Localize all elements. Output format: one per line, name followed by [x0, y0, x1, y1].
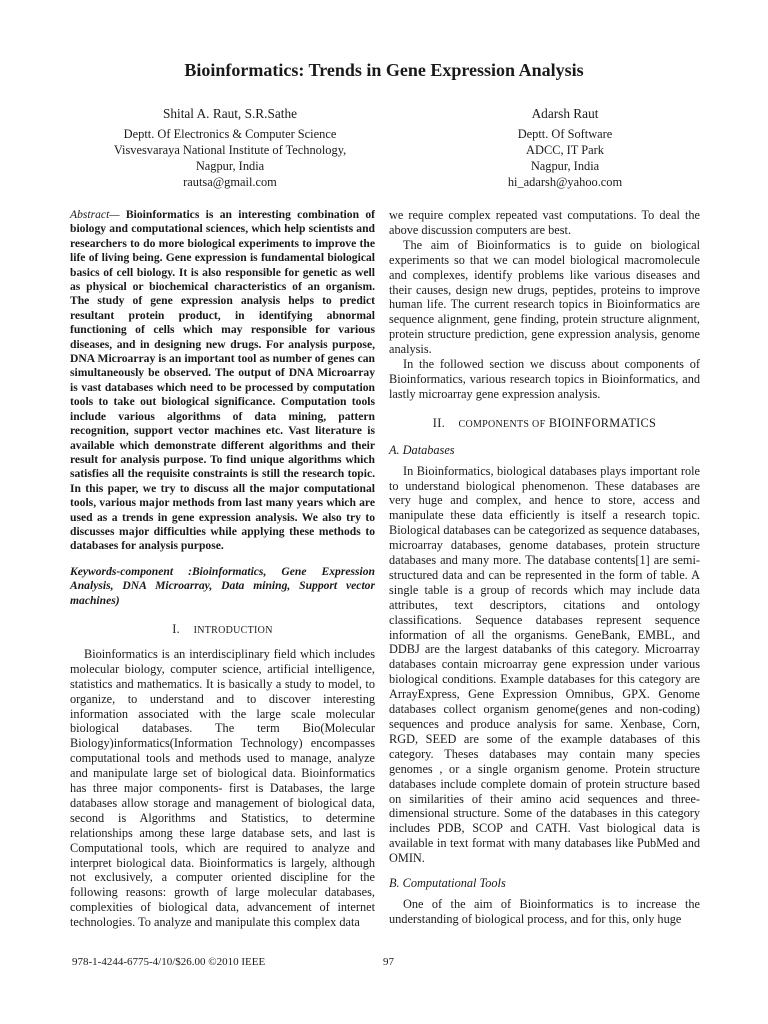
- author-email: rautsa@gmail.com: [183, 175, 277, 189]
- author-block-2: [415, 106, 715, 190]
- subsection-heading-databases: A. Databases: [389, 442, 455, 457]
- section-heading-components: II. COMPONENTS OF BIOINFORMATICS: [432, 415, 657, 430]
- author-city: Nagpur, India: [195, 159, 265, 173]
- intro-continued-paragraph: we require complex repeated vast computations. To deal the above discussion computers are best.: [389, 208, 700, 237]
- author-org: ADCC, IT Park: [526, 143, 604, 157]
- left-column: [70, 208, 375, 930]
- paper-title: Bioinformatics: Trends in Gene Expression Analysis: [184, 60, 584, 80]
- author-dept: Deptt. Of Electronics & Computer Science: [123, 127, 337, 141]
- author-dept: Deptt. Of Software: [517, 127, 613, 141]
- abstract: [70, 208, 375, 554]
- databases-paragraph: In Bioinformatics, biological databases plays important role to understand biological phenomenon. These databases are very huge and complex, and hence to store, access and manipulate these data efficiently is itself a research topic. Biological databases can be categorized as sequence databases, microarray databases, genome databases, protein structure databases and many more. The database contents[1] are semi-structured data and can be represented in the form of table. A single table is a group of records which may include data attributes, text descriptors, citations and ontology classifications. Sequence databases represent sequence information of all the organisms. GeneBank, EMBL, and DDBJ are the largest databanks of this category. Microarray databases contain microarray gene expression under various biological conditions. Example databases for this category are ArrayExpress, Gene Expression Omnibus, GPX. Genome databases collect organism genome(genes and non-coding) sequences and produce analysis for same. Xenbase, Corn, RGD, SEED are some of the example databases of this category. Theses databases may contain many species genomes , or a single organism genome. Protein structure databases include complete domain of protein structure based on similarities of their amino acid sequences and three-dimensional structure. Some of the databases in this category includes PDB, SCOP and CATH. Vast biological data is available in text format with many databases like PubMed and OMIN.: [389, 463, 700, 866]
- intro-paragraph: Bioinformatics is an interdisciplinary field which includes molecular biology, computer science, artificial intelligence, statistics and mathematics. It is basically a study to model, to organize, to understand and to discover interesting information associated with the large scale molecular biological databases. The term Bio(Molecular Biology)informatics(Information Technology) encompasses computational tools and methods used to manage, analyze and manipulate large set of biological data. Bioinformatics has three major components- first is Databases, the large databases allow storage and management of biological data, second is Algorithms and Statistics, to determine relationships among these large database sets, and last is Computational tools, which are required to analyze and interpret biological data. Bioinformatics is largely, although not exclusively, a computer oriented discipline for the following reasons: growth of large molecular databases, complexities of biological data, advancement of internet technologies. To analyze and manipulate this complex data: [70, 646, 375, 930]
- section-heading-introduction: I. INTRODUCTION: [172, 621, 273, 636]
- author-block-1: [60, 106, 400, 190]
- computational-tools-paragraph: One of the aim of Bioinformatics is to increase the understanding of biological process, and for this, only huge: [389, 896, 700, 926]
- abstract-label: Abstract—: [70, 208, 120, 221]
- author-org: Visvesvaraya National Institute of Technology,: [113, 143, 347, 157]
- keywords: Keywords-component :Bioinformatics, Gene Expression Analysis, DNA Microarray, Data mining, Support vector machines): [70, 564, 375, 607]
- author-email: hi_adarsh@yahoo.com: [507, 175, 623, 189]
- author-name: Shital A. Raut, S.R.Sathe: [162, 106, 298, 121]
- page-number: 97: [383, 956, 394, 968]
- footer-isbn: 978-1-4244-6775-4/10/$26.00 ©2010 IEEE: [72, 956, 266, 968]
- subsection-heading-computational-tools: B. Computational Tools: [389, 876, 506, 891]
- intro-aim-paragraph: The aim of Bioinformatics is to guide on biological experiments so that we can model biological macromolecule and complexes, identify problems like various diseases and their causes, design new drugs, peptides, proteins to improve human life. The current research topics in Bioinformatics are sequence alignment, gene finding, protein structure alignment, protein structure prediction, gene expression analysis, genome analysis.: [389, 237, 700, 357]
- author-city: Nagpur, India: [530, 159, 600, 173]
- author-name: Adarsh Raut: [531, 106, 599, 121]
- intro-overview-paragraph: In the followed section we discuss about components of Bioinformatics, various research topics in Bioinformatics, and lastly microarray gene expression analysis.: [389, 357, 700, 401]
- right-column: [389, 208, 700, 927]
- abstract-text: Bioinformatics is an interesting combination of biology and computational sciences, which help scientists and researchers to do more biological experiments to improve the life of living being. Gene expression is fundamental biological basics of cell biology. It is also responsible for genetic as well as physical or biochemical characteristics of an organism. The study of gene expression analysis helps to predict resultant protein product, in identifying abnormal functioning of cells which may responsible for various diseases, and in designing new drugs. For analysis purpose, DNA Microarray is an important tool as number of genes can simultaneously be observed. The output of DNA Microarray is vast databases which need to be processed by computation tools to take out biological significance. Computation tools include various algorithms of data mining, pattern recognition, support vector machines etc. Vast literature is available which demonstrate different algorithms and their result for analysis purpose. To find unique algorithms which satisfies all the requisite constraints is still the research topic. In this paper, we try to discuss all the major computational tools, various major methods from last many years which are used as a trends in gene expression analysis. We also try to discusses major difficulties while applying these methods to databases for analysis purpose.: [70, 208, 375, 553]
